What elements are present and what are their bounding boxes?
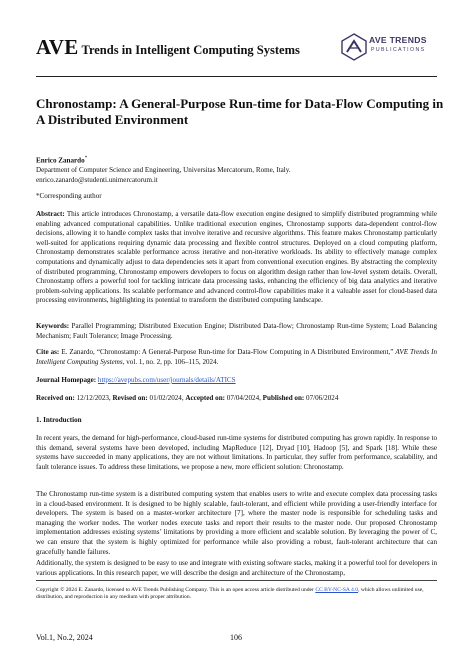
page-number: 106 <box>230 633 242 642</box>
abstract-label: Abstract: <box>36 210 65 218</box>
publication-dates: Received on: 12/12/2023, Revised on: 01/02/2024, Accepted on: 07/04/2024, Published on: 07/06/2024 <box>36 394 339 402</box>
citation <box>36 348 437 367</box>
journal-homepage <box>36 376 236 386</box>
copyright-notice <box>36 587 437 602</box>
cite-journal: AVE Trends In Intelligent Computing Systems <box>36 348 438 366</box>
copyright-tail: , which allows unlimited use, distribution, and reproduction in any medium with proper attribution. <box>36 587 424 601</box>
logo-subtext: PUBLICATIONS <box>371 47 426 53</box>
homepage-label: Journal Homepage: <box>36 376 97 384</box>
license-link[interactable]: CC BY-NC-SA 4.0 <box>315 587 359 593</box>
received-date: 12/12/2023 <box>76 394 109 402</box>
publisher-logo <box>340 33 440 61</box>
accepted-label: Accepted on: <box>185 394 226 402</box>
received-label: Received on: <box>36 394 75 402</box>
keywords-text: Parallel Programming; Distributed Execution Engine; Distributed Data-flow; Chronostamp Run-time System; Load Balancing Mechanism; Fault Tolerance; Image Processing. <box>36 322 437 340</box>
header-divider <box>36 76 437 77</box>
footer-divider <box>36 580 437 581</box>
keywords <box>36 322 437 341</box>
cite-label: Cite as: <box>36 348 60 356</box>
logo-text: AVE TRENDS <box>369 35 427 45</box>
revised-date: 01/02/2024 <box>149 394 182 402</box>
journal-header <box>36 35 300 60</box>
intro-paragraph-2: The Chronostamp run-time system is a distributed computing system that enables users to write and execute complex data processing tasks in a cloud-based environment. It is designed to be highly scalable, fault-tolerant, and efficient while providing a user-friendly interface for developers. The system is based on a master-worker architecture [7], where the master node is responsible for scheduling tasks and managing the worker nodes. The worker nodes execute tasks and report their results to the master node. Our proposed Chronostamp implementation addresses existing systems’ limitations by providing a more efficient and scalable solution. By leveraging the power of C, we can ensure that the system is highly optimized for performance while also providing a robust, fault-tolerant architecture that can gracefully handle failures. <box>36 490 437 556</box>
journal-abbr: AVE <box>36 35 79 59</box>
copyright-text: Copyright © 2024 E. Zanardo, licensed to AVE Trends Publishing Company. This is an open access article distributed under <box>36 587 314 593</box>
corresponding-note: *Corresponding author <box>36 192 102 200</box>
author-email: enrico.zanardo@studenti.unimercatorum.it <box>36 175 158 184</box>
published-label: Published on: <box>262 394 305 402</box>
journal-full-name: Trends in Intelligent Computing Systems <box>81 43 300 57</box>
accepted-date: 07/04/2024 <box>226 394 260 402</box>
author-block <box>36 154 291 185</box>
section-heading-introduction: 1. Introduction <box>36 416 82 424</box>
keywords-label: Keywords: <box>36 322 70 330</box>
volume-info: Vol.1, No.2, 2024 <box>36 633 93 642</box>
cite-tail: , vol. 1, no. 2, pp. 106–115, 2024. <box>122 357 219 366</box>
author-affiliation: Department of Computer Science and Engineering, Universitas Mercatorum, Rome, Italy. <box>36 165 291 174</box>
homepage-link[interactable]: https://avepubs.com/user/journals/details/ATICS <box>97 376 236 384</box>
published-date: 07/06/2024 <box>306 394 339 402</box>
intro-paragraph-1: In recent years, the demand for high-performance, cloud-based run-time systems for distributed computing has grown rapidly. In response to this demand, several systems have been developed, including MapReduce [12], Dryad [10], Hadoop [5], and Spark [18]. While these systems have succeeded in many applications, they are not without limitations. In particular, they suffer from performance, scalability, and fault tolerance issues. To address these limitations, we propose a new, more efficient solution: Chronostamp. <box>36 434 437 471</box>
revised-label: Revised on: <box>112 394 148 402</box>
abstract-text: This article introduces Chronostamp, a versatile data-flow execution engine designed to simplify distributed programming while enabling advanced computational capabilities. Unlike traditional execution engines, Chronostamp supports data-dependent control-flow decisions, allowing it to handle complex tasks that involve iterative and recursive algorithms. This feature makes Chronostamp particularly well-suited for applications requiring dynamic data processing and flexible control structures. Deployed on a cloud computing platform, Chronostamp demonstrates scalable performance across iterative and non-iterative workloads. Its ability to effectively manage complex computations and dynamically adjust to data dependencies sets it apart from conventional execution engines. By abstracting the complexity of distributed programming, Chronostamp empowers developers to focus on algorithm design rather than low-level system details. Overall, Chronostamp offers a powerful tool for tackling intricate data processing tasks, enhancing the efficiency of big data analytics and iterative problem-solving applications. Its scalable performance and advanced control-flow capabilities make it a valuable asset for cloud-based data processing environments, highlighting its potential to transform the distributed computing landscape. <box>36 210 437 305</box>
article-title: Chronostamp: A General-Purpose Run-time for Data-Flow Computing in A Distributed Environment <box>36 96 444 127</box>
author-name: Enrico Zanardo <box>36 156 85 165</box>
cite-text: E. Zanardo, “Chronostamp: A General-Purpose Run-time for Data-Flow Computing in A Distributed Environment,” <box>61 348 394 356</box>
intro-paragraph-3: Additionally, the system is designed to be easy to use and integrate with existing software stacks, making it a powerful tool for developers in various applications. In this research paper, we will describe the design and architecture of the Chronostamp, <box>36 559 437 577</box>
author-mark: * <box>84 156 88 161</box>
publisher-logo-icon <box>340 33 368 61</box>
abstract <box>36 210 437 306</box>
